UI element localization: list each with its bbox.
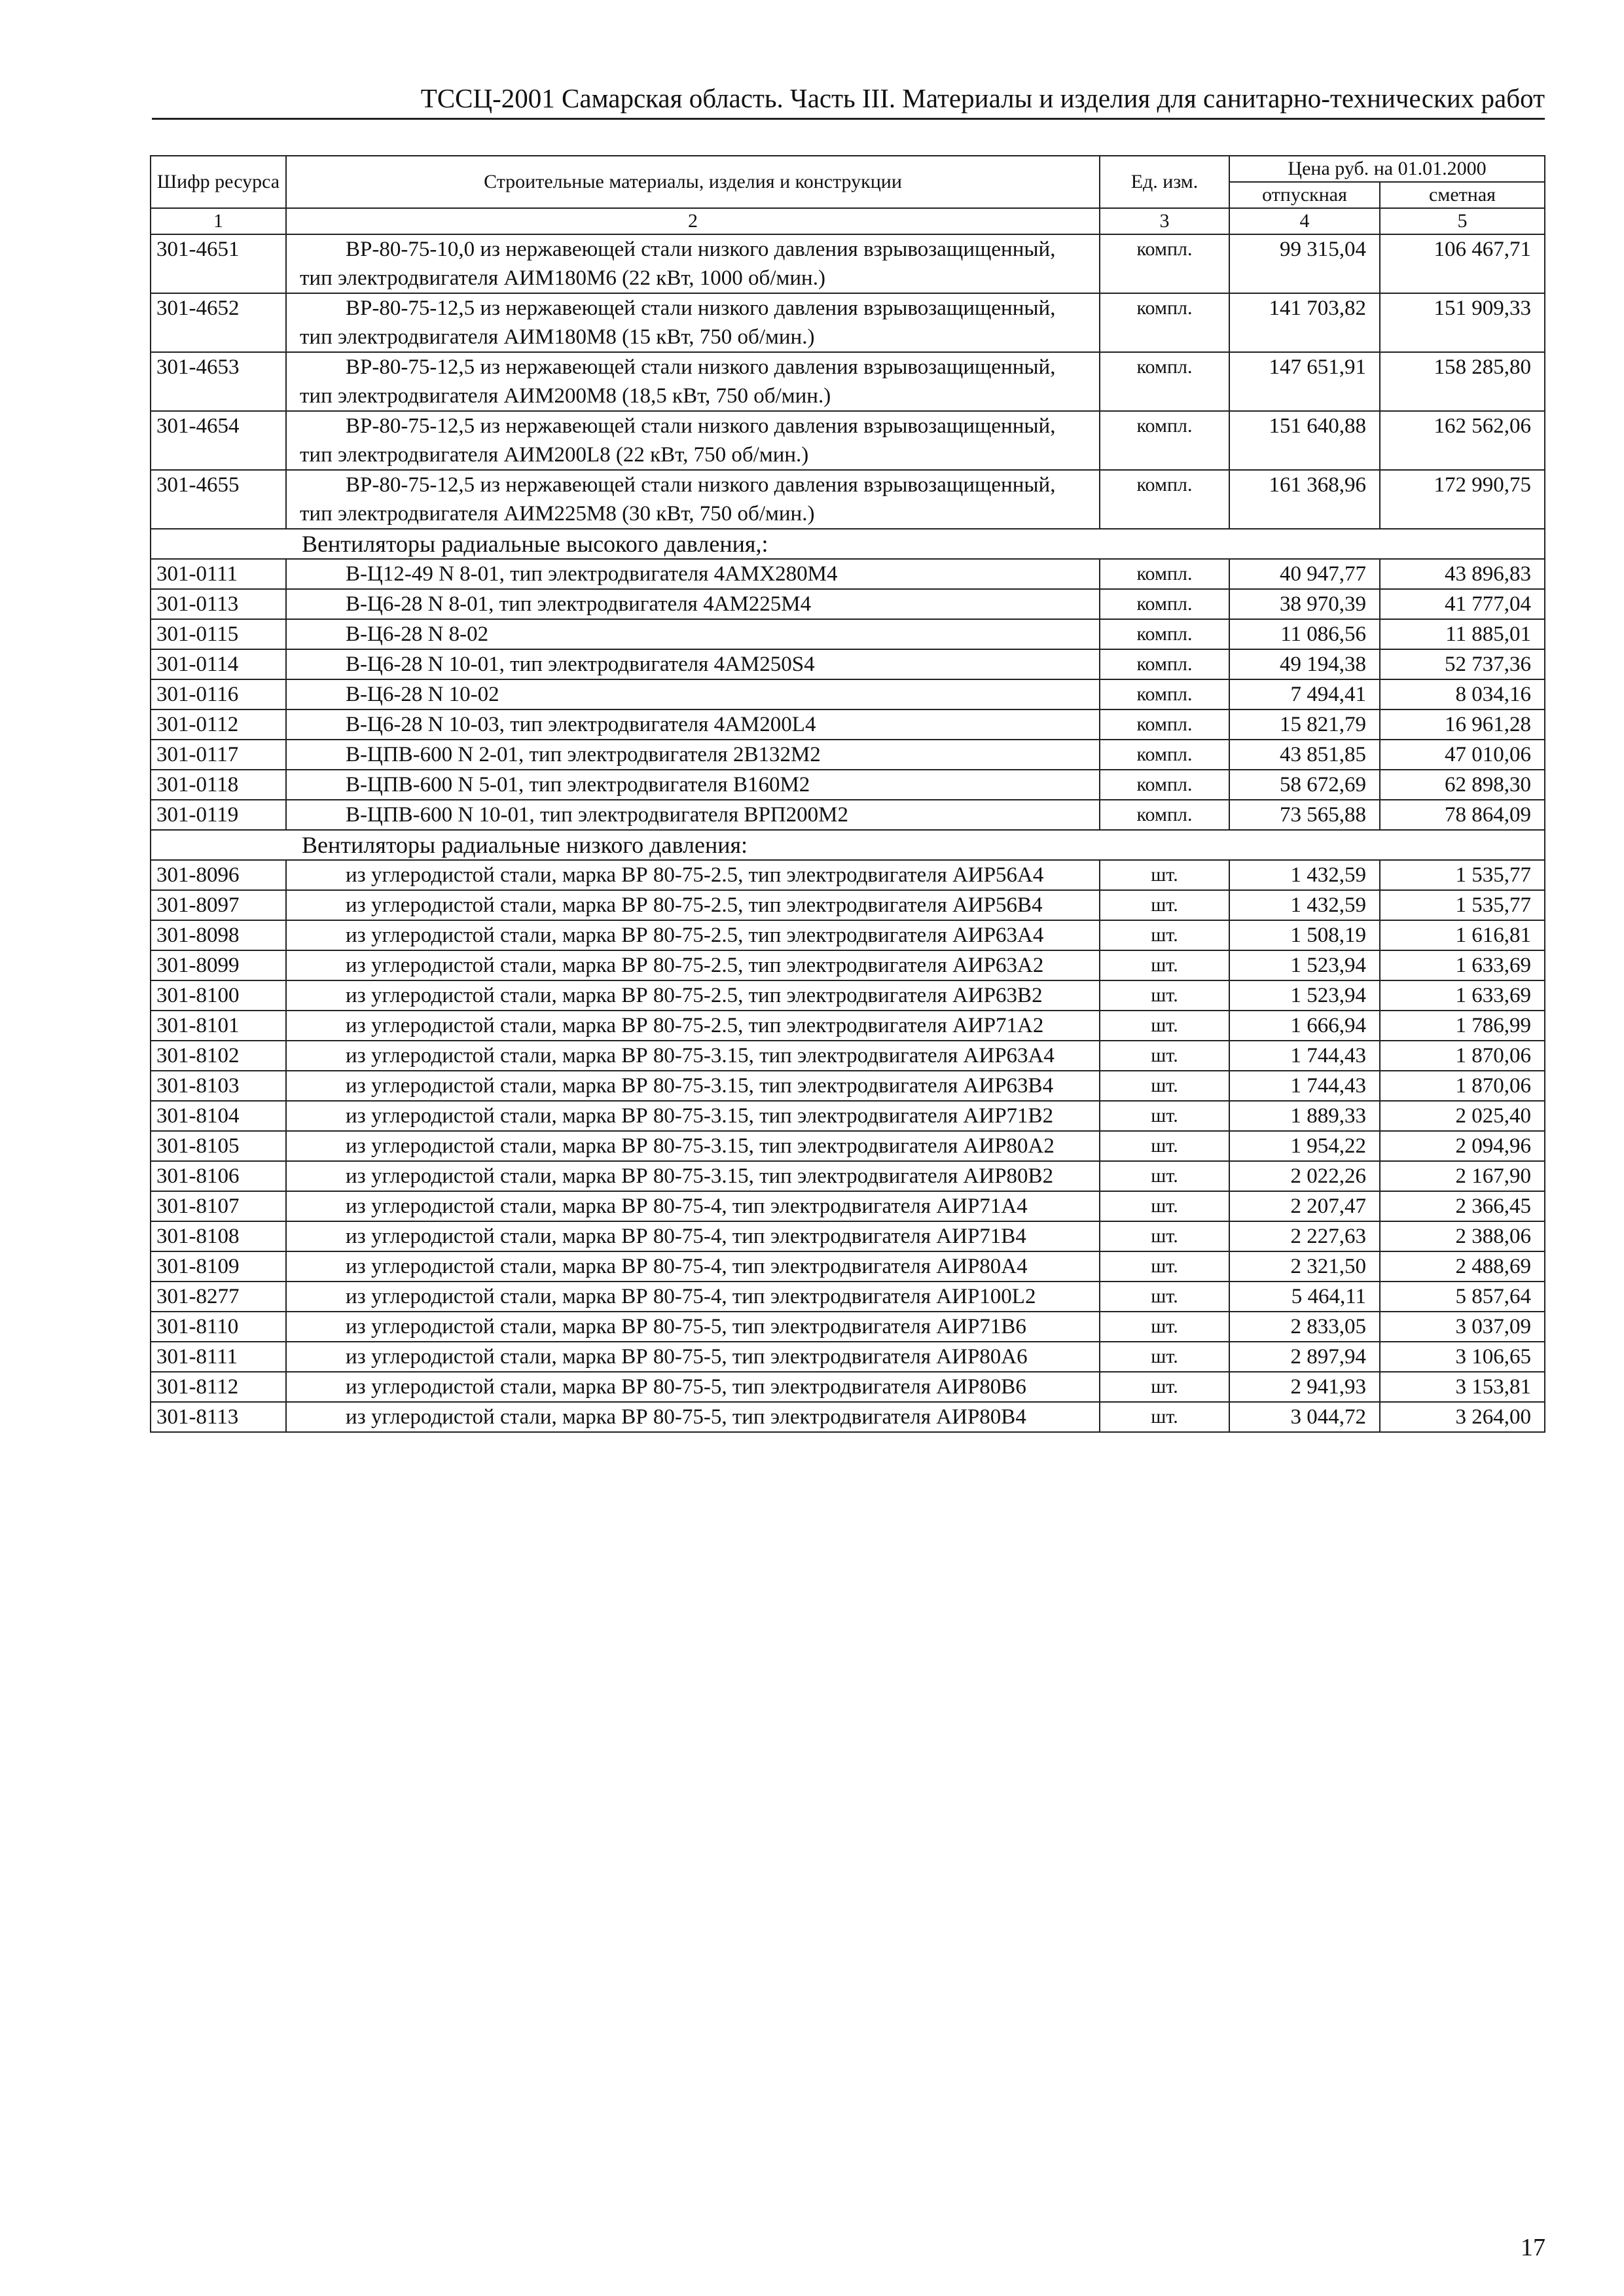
release-price: 147 651,91 — [1229, 352, 1380, 411]
table-row — [151, 679, 1545, 709]
estimate-price: 16 961,28 — [1380, 709, 1545, 740]
resource-code: 301-0116 — [151, 679, 286, 709]
estimate-price: 158 285,80 — [1380, 352, 1545, 411]
table-row — [151, 709, 1545, 740]
resource-code: 301-0114 — [151, 649, 286, 679]
estimate-price: 172 990,75 — [1380, 470, 1545, 529]
unit-of-measure: шт. — [1100, 1312, 1229, 1342]
item-description: В-Ц6-28 N 10-02 — [286, 679, 1100, 709]
release-price: 43 851,85 — [1229, 740, 1380, 770]
release-price: 2 207,47 — [1229, 1191, 1380, 1221]
release-price: 161 368,96 — [1229, 470, 1380, 529]
unit-of-measure: шт. — [1100, 1221, 1229, 1251]
table-row — [151, 619, 1545, 649]
unit-of-measure: шт. — [1100, 890, 1229, 920]
item-description: В-ЦПВ-600 N 5-01, тип электродвигателя В160М2 — [286, 770, 1100, 800]
estimate-price: 41 777,04 — [1380, 589, 1545, 619]
table-row — [151, 352, 1545, 411]
column-number: 3 — [1100, 208, 1229, 234]
release-price: 2 022,26 — [1229, 1161, 1380, 1191]
item-description: из углеродистой стали, марка ВР 80-75-2.5, тип электродвигателя АИР71А2 — [286, 1011, 1100, 1041]
resource-code: 301-8112 — [151, 1372, 286, 1402]
estimate-price: 1 535,77 — [1380, 860, 1545, 890]
unit-of-measure: компл. — [1100, 619, 1229, 649]
item-description: ВР-80-75-12,5 из нержавеющей стали низкого давления взрывозащищенный, тип электродвигателя АИМ200L8 (22 кВт, 750 об/мин.) — [286, 411, 1100, 470]
unit-of-measure: шт. — [1100, 860, 1229, 890]
resource-code: 301-4655 — [151, 470, 286, 529]
release-price: 1 523,94 — [1229, 980, 1380, 1011]
resource-code: 301-0119 — [151, 800, 286, 830]
table-row — [151, 411, 1545, 470]
resource-code: 301-8104 — [151, 1101, 286, 1131]
item-description: В-Ц6-28 N 8-01, тип электродвигателя 4АМ225М4 — [286, 589, 1100, 619]
estimate-price: 78 864,09 — [1380, 800, 1545, 830]
section-title: Вентиляторы радиальные низкого давления: — [151, 830, 1545, 860]
estimate-price: 106 467,71 — [1380, 234, 1545, 293]
item-description: из углеродистой стали, марка ВР 80-75-2.5, тип электродвигателя АИР56В4 — [286, 890, 1100, 920]
table-row — [151, 1402, 1545, 1432]
estimate-price: 43 896,83 — [1380, 559, 1545, 589]
unit-of-measure: компл. — [1100, 709, 1229, 740]
item-description: ВР-80-75-12,5 из нержавеющей стали низкого давления взрывозащищенный, тип электродвигателя АИМ200М8 (18,5 кВт, 750 об/мин.) — [286, 352, 1100, 411]
estimate-price: 8 034,16 — [1380, 679, 1545, 709]
item-description: из углеродистой стали, марка ВР 80-75-4, тип электродвигателя АИР71В4 — [286, 1221, 1100, 1251]
resource-code: 301-8107 — [151, 1191, 286, 1221]
estimate-price: 3 106,65 — [1380, 1342, 1545, 1372]
release-price: 141 703,82 — [1229, 293, 1380, 352]
resource-code: 301-0111 — [151, 559, 286, 589]
resource-code: 301-8111 — [151, 1342, 286, 1372]
page-header — [152, 79, 1545, 120]
unit-of-measure: шт. — [1100, 1402, 1229, 1432]
unit-of-measure: компл. — [1100, 770, 1229, 800]
column-number: 1 — [151, 208, 286, 234]
item-description: из углеродистой стали, марка ВР 80-75-4, тип электродвигателя АИР100L2 — [286, 1282, 1100, 1312]
unit-of-measure: шт. — [1100, 1191, 1229, 1221]
table-row — [151, 1312, 1545, 1342]
item-description: из углеродистой стали, марка ВР 80-75-3.15, тип электродвигателя АИР80А2 — [286, 1131, 1100, 1161]
resource-code: 301-8106 — [151, 1161, 286, 1191]
item-description: из углеродистой стали, марка ВР 80-75-5, тип электродвигателя АИР80В6 — [286, 1372, 1100, 1402]
header-release-price: отпускная — [1229, 182, 1380, 208]
release-price: 7 494,41 — [1229, 679, 1380, 709]
item-description: из углеродистой стали, марка ВР 80-75-5, тип электродвигателя АИР71В6 — [286, 1312, 1100, 1342]
release-price: 2 833,05 — [1229, 1312, 1380, 1342]
group-vr-rows — [151, 234, 1545, 529]
table-row — [151, 890, 1545, 920]
unit-of-measure: компл. — [1100, 470, 1229, 529]
release-price: 38 970,39 — [1229, 589, 1380, 619]
unit-of-measure: шт. — [1100, 980, 1229, 1011]
estimate-price: 2 388,06 — [1380, 1221, 1545, 1251]
unit-of-measure: шт. — [1100, 1071, 1229, 1101]
unit-of-measure: шт. — [1100, 1342, 1229, 1372]
item-description: В-Ц6-28 N 8-02 — [286, 619, 1100, 649]
table-row — [151, 1071, 1545, 1101]
unit-of-measure: компл. — [1100, 352, 1229, 411]
unit-of-measure: шт. — [1100, 1131, 1229, 1161]
price-table-container — [150, 155, 1544, 1433]
resource-code: 301-4651 — [151, 234, 286, 293]
group-low-rows — [151, 860, 1545, 1432]
release-price: 1 432,59 — [1229, 860, 1380, 890]
table-row — [151, 1251, 1545, 1282]
release-price: 15 821,79 — [1229, 709, 1380, 740]
resource-code: 301-8102 — [151, 1041, 286, 1071]
resource-code: 301-0118 — [151, 770, 286, 800]
table-row — [151, 1221, 1545, 1251]
resource-code: 301-0113 — [151, 589, 286, 619]
release-price: 1 432,59 — [1229, 890, 1380, 920]
resource-code: 301-4653 — [151, 352, 286, 411]
table-row — [151, 980, 1545, 1011]
group-high-rows — [151, 559, 1545, 830]
estimate-price: 1 535,77 — [1380, 890, 1545, 920]
estimate-price: 2 167,90 — [1380, 1161, 1545, 1191]
section-low-pressure — [151, 830, 1545, 860]
resource-code: 301-8109 — [151, 1251, 286, 1282]
item-description: В-Ц6-28 N 10-01, тип электродвигателя 4АМ250S4 — [286, 649, 1100, 679]
item-description: ВР-80-75-12,5 из нержавеющей стали низкого давления взрывозащищенный, тип электродвигателя АИМ180М8 (15 кВт, 750 об/мин.) — [286, 293, 1100, 352]
estimate-price: 2 094,96 — [1380, 1131, 1545, 1161]
release-price: 1 666,94 — [1229, 1011, 1380, 1041]
resource-code: 301-4654 — [151, 411, 286, 470]
table-row — [151, 770, 1545, 800]
table-row — [151, 589, 1545, 619]
table-row — [151, 1282, 1545, 1312]
table-row — [151, 920, 1545, 950]
unit-of-measure: компл. — [1100, 293, 1229, 352]
estimate-price: 11 885,01 — [1380, 619, 1545, 649]
section-title: Вентиляторы радиальные высокого давления,: — [151, 529, 1545, 559]
unit-of-measure: шт. — [1100, 1161, 1229, 1191]
estimate-price: 3 264,00 — [1380, 1402, 1545, 1432]
unit-of-measure: компл. — [1100, 649, 1229, 679]
resource-code: 301-8099 — [151, 950, 286, 980]
item-description: из углеродистой стали, марка ВР 80-75-2.5, тип электродвигателя АИР56А4 — [286, 860, 1100, 890]
release-price: 2 941,93 — [1229, 1372, 1380, 1402]
item-description: из углеродистой стали, марка ВР 80-75-3.15, тип электродвигателя АИР80В2 — [286, 1161, 1100, 1191]
unit-of-measure: шт. — [1100, 1041, 1229, 1071]
release-price: 151 640,88 — [1229, 411, 1380, 470]
unit-of-measure: шт. — [1100, 920, 1229, 950]
header-code: Шифр ресурса — [151, 156, 286, 208]
resource-code: 301-8096 — [151, 860, 286, 890]
table-row — [151, 1011, 1545, 1041]
release-price: 49 194,38 — [1229, 649, 1380, 679]
item-description: из углеродистой стали, марка ВР 80-75-4, тип электродвигателя АИР80А4 — [286, 1251, 1100, 1282]
unit-of-measure: компл. — [1100, 559, 1229, 589]
unit-of-measure: шт. — [1100, 1011, 1229, 1041]
estimate-price: 2 488,69 — [1380, 1251, 1545, 1282]
estimate-price: 151 909,33 — [1380, 293, 1545, 352]
estimate-price: 3 153,81 — [1380, 1372, 1545, 1402]
header-unit: Ед. изм. — [1100, 156, 1229, 208]
table-row — [151, 800, 1545, 830]
column-number: 4 — [1229, 208, 1380, 234]
unit-of-measure: компл. — [1100, 679, 1229, 709]
estimate-price: 1 870,06 — [1380, 1071, 1545, 1101]
header-description: Строительные материалы, изделия и конструкции — [286, 156, 1100, 208]
item-description: из углеродистой стали, марка ВР 80-75-5, тип электродвигателя АИР80В4 — [286, 1402, 1100, 1432]
estimate-price: 47 010,06 — [1380, 740, 1545, 770]
unit-of-measure: компл. — [1100, 589, 1229, 619]
section-high-pressure — [151, 529, 1545, 559]
item-description: В-ЦПВ-600 N 10-01, тип электродвигателя ВРП200М2 — [286, 800, 1100, 830]
estimate-price: 5 857,64 — [1380, 1282, 1545, 1312]
table-row — [151, 1041, 1545, 1071]
table-row — [151, 1372, 1545, 1402]
resource-code: 301-8098 — [151, 920, 286, 950]
item-description: из углеродистой стали, марка ВР 80-75-3.15, тип электродвигателя АИР63В4 — [286, 1071, 1100, 1101]
resource-code: 301-0112 — [151, 709, 286, 740]
release-price: 1 744,43 — [1229, 1071, 1380, 1101]
release-price: 2 227,63 — [1229, 1221, 1380, 1251]
item-description: из углеродистой стали, марка ВР 80-75-5, тип электродвигателя АИР80А6 — [286, 1342, 1100, 1372]
item-description: ВР-80-75-10,0 из нержавеющей стали низкого давления взрывозащищенный, тип электродвигателя АИМ180М6 (22 кВт, 1000 об/мин.) — [286, 234, 1100, 293]
estimate-price: 2 025,40 — [1380, 1101, 1545, 1131]
release-price: 73 565,88 — [1229, 800, 1380, 830]
table-row — [151, 559, 1545, 589]
release-price: 2 897,94 — [1229, 1342, 1380, 1372]
table-row — [151, 234, 1545, 293]
unit-of-measure: шт. — [1100, 950, 1229, 980]
release-price: 1 744,43 — [1229, 1041, 1380, 1071]
table-row — [151, 649, 1545, 679]
estimate-price: 162 562,06 — [1380, 411, 1545, 470]
item-description: из углеродистой стали, марка ВР 80-75-2.5, тип электродвигателя АИР63А2 — [286, 950, 1100, 980]
estimate-price: 1 786,99 — [1380, 1011, 1545, 1041]
estimate-price: 62 898,30 — [1380, 770, 1545, 800]
page-number: 17 — [1521, 2234, 1545, 2261]
table-row — [151, 1342, 1545, 1372]
release-price: 1 523,94 — [1229, 950, 1380, 980]
release-price: 1 508,19 — [1229, 920, 1380, 950]
estimate-price: 1 633,69 — [1380, 980, 1545, 1011]
price-table — [150, 155, 1545, 1433]
release-price: 1 889,33 — [1229, 1101, 1380, 1131]
column-number: 2 — [286, 208, 1100, 234]
item-description: из углеродистой стали, марка ВР 80-75-2.5, тип электродвигателя АИР63А4 — [286, 920, 1100, 950]
resource-code: 301-4652 — [151, 293, 286, 352]
header-estimate-price: сметная — [1380, 182, 1545, 208]
table-row — [151, 470, 1545, 529]
unit-of-measure: шт. — [1100, 1372, 1229, 1402]
header-price: Цена руб. на 01.01.2000 — [1229, 156, 1545, 182]
unit-of-measure: шт. — [1100, 1282, 1229, 1312]
column-number: 5 — [1380, 208, 1545, 234]
page-title: ТССЦ-2001 Самарская область. Часть III. Материалы и изделия для санитарно-технических работ — [420, 83, 1545, 113]
table-row — [151, 1161, 1545, 1191]
item-description: из углеродистой стали, марка ВР 80-75-2.5, тип электродвигателя АИР63В2 — [286, 980, 1100, 1011]
item-description: из углеродистой стали, марка ВР 80-75-4, тип электродвигателя АИР71А4 — [286, 1191, 1100, 1221]
table-row — [151, 293, 1545, 352]
estimate-price: 1 633,69 — [1380, 950, 1545, 980]
table-row — [151, 1131, 1545, 1161]
release-price: 58 672,69 — [1229, 770, 1380, 800]
table-row — [151, 860, 1545, 890]
estimate-price: 1 616,81 — [1380, 920, 1545, 950]
release-price: 1 954,22 — [1229, 1131, 1380, 1161]
unit-of-measure: шт. — [1100, 1101, 1229, 1131]
estimate-price: 2 366,45 — [1380, 1191, 1545, 1221]
resource-code: 301-8110 — [151, 1312, 286, 1342]
estimate-price: 3 037,09 — [1380, 1312, 1545, 1342]
unit-of-measure: компл. — [1100, 740, 1229, 770]
item-description: ВР-80-75-12,5 из нержавеющей стали низкого давления взрывозащищенный, тип электродвигателя АИМ225М8 (30 кВт, 750 об/мин.) — [286, 470, 1100, 529]
item-description: В-ЦПВ-600 N 2-01, тип электродвигателя 2В132М2 — [286, 740, 1100, 770]
unit-of-measure: компл. — [1100, 800, 1229, 830]
release-price: 3 044,72 — [1229, 1402, 1380, 1432]
resource-code: 301-8108 — [151, 1221, 286, 1251]
resource-code: 301-8105 — [151, 1131, 286, 1161]
resource-code: 301-8101 — [151, 1011, 286, 1041]
table-row — [151, 1101, 1545, 1131]
resource-code: 301-0117 — [151, 740, 286, 770]
resource-code: 301-8103 — [151, 1071, 286, 1101]
unit-of-measure: компл. — [1100, 234, 1229, 293]
unit-of-measure: шт. — [1100, 1251, 1229, 1282]
estimate-price: 1 870,06 — [1380, 1041, 1545, 1071]
item-description: В-Ц12-49 N 8-01, тип электродвигателя 4АМХ280М4 — [286, 559, 1100, 589]
resource-code: 301-8113 — [151, 1402, 286, 1432]
table-row — [151, 1191, 1545, 1221]
resource-code: 301-8100 — [151, 980, 286, 1011]
release-price: 5 464,11 — [1229, 1282, 1380, 1312]
resource-code: 301-8097 — [151, 890, 286, 920]
release-price: 2 321,50 — [1229, 1251, 1380, 1282]
resource-code: 301-8277 — [151, 1282, 286, 1312]
item-description: из углеродистой стали, марка ВР 80-75-3.15, тип электродвигателя АИР71В2 — [286, 1101, 1100, 1131]
item-description: из углеродистой стали, марка ВР 80-75-3.15, тип электродвигателя АИР63А4 — [286, 1041, 1100, 1071]
release-price: 11 086,56 — [1229, 619, 1380, 649]
table-row — [151, 740, 1545, 770]
release-price: 99 315,04 — [1229, 234, 1380, 293]
estimate-price: 52 737,36 — [1380, 649, 1545, 679]
table-row — [151, 950, 1545, 980]
item-description: В-Ц6-28 N 10-03, тип электродвигателя 4АМ200L4 — [286, 709, 1100, 740]
resource-code: 301-0115 — [151, 619, 286, 649]
release-price: 40 947,77 — [1229, 559, 1380, 589]
unit-of-measure: компл. — [1100, 411, 1229, 470]
